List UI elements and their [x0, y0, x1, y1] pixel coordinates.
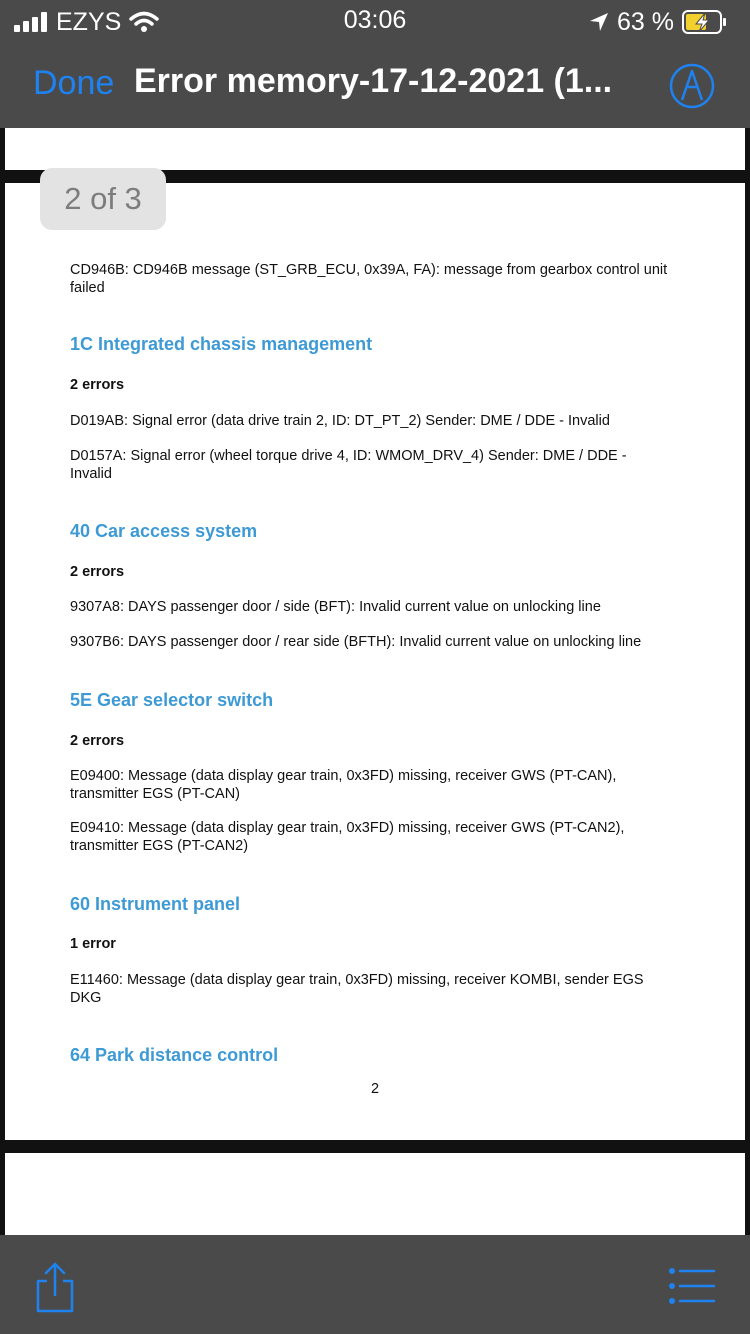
next-page-preview — [5, 1153, 745, 1235]
error-item: 9307B6: DAYS passenger door / rear side (BFTH): Invalid current value on unlocking line — [70, 634, 642, 650]
error-count-5e: 2 errors — [70, 733, 125, 749]
done-button[interactable]: Done — [33, 64, 115, 102]
status-right — [589, 8, 728, 36]
page-number: 2 — [370, 1081, 380, 1097]
error-count-60: 1 error — [70, 936, 116, 952]
list-outline-icon[interactable] — [668, 1267, 716, 1305]
carrier-name: EZYS — [56, 7, 122, 36]
page-indicator: 2 of 3 — [40, 168, 166, 230]
bottom-toolbar — [0, 1235, 750, 1334]
document-page — [5, 183, 745, 1140]
error-item: E09410: Message (data display gear train, 0x3FD) missing, receiver GWS (PT-CAN2), transmitter EGS (PT-CAN2) — [70, 820, 625, 854]
markup-pen-icon[interactable] — [668, 62, 716, 110]
battery-percent: 63 % — [617, 7, 674, 36]
location-arrow-icon — [589, 12, 609, 32]
error-count-1c: 2 errors — [70, 377, 125, 393]
error-count-40: 2 errors — [70, 564, 125, 580]
battery-charging-icon — [682, 10, 728, 34]
section-heading-1c: 1C Integrated chassis management — [70, 334, 373, 354]
section-heading-40: 40 Car access system — [70, 521, 258, 541]
document-title: Error memory-17-12-2021 (1... — [134, 62, 613, 100]
error-item: E09400: Message (data display gear train, 0x3FD) missing, receiver GWS (PT-CAN), transmitter EGS (PT-CAN) — [70, 768, 617, 802]
error-item: E11460: Message (data display gear train, 0x3FD) missing, receiver KOMBI, sender EGS DKG — [70, 972, 644, 1006]
section-heading-60: 60 Instrument panel — [70, 894, 241, 914]
section-heading-64: 64 Park distance control — [70, 1045, 279, 1065]
status-bar — [0, 0, 750, 44]
error-item: 9307A8: DAYS passenger door / side (BFT): Invalid current value on unlocking line — [70, 599, 601, 615]
section-heading-5e: 5E Gear selector switch — [70, 690, 274, 710]
previous-page-preview — [5, 128, 745, 170]
clock: 03:06 — [343, 6, 407, 34]
error-item: D019AB: Signal error (data drive train 2, ID: DT_PT_2) Sender: DME / DDE - Invalid — [70, 413, 610, 429]
intro-error-text: CD946B: CD946B message (ST_GRB_ECU, 0x39A, FA): message from gearbox control unit failed — [70, 262, 668, 296]
error-item: D0157A: Signal error (wheel torque drive 4, ID: WMOM_DRV_4) Sender: DME / DDE - Invalid — [70, 448, 627, 482]
navigation-bar — [0, 44, 750, 128]
share-icon[interactable] — [34, 1261, 76, 1313]
